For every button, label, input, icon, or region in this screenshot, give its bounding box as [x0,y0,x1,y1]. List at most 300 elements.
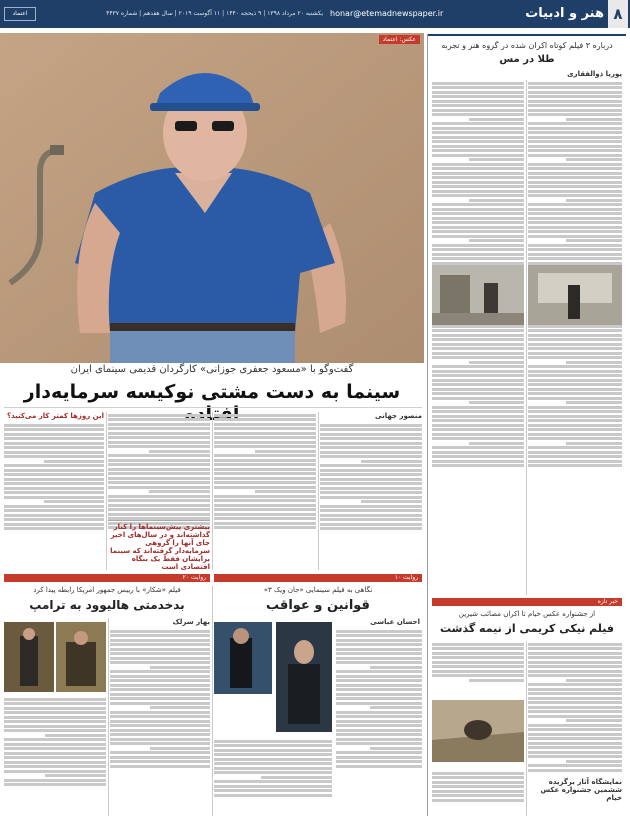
man-in-blue-shirt-photo [0,33,424,363]
text-line [528,343,622,346]
text-line [108,427,210,430]
text-line [336,657,422,660]
text-line [336,643,422,646]
text-line [528,82,622,85]
text-line [528,212,622,215]
text-line [336,760,422,763]
text-line [44,500,104,503]
text-line [432,352,524,355]
text-line [432,374,524,377]
body-text-column [432,80,524,600]
text-line [432,392,524,395]
text-line [108,436,210,439]
text-line [4,518,104,521]
text-line [336,652,422,655]
text-line [566,361,622,364]
text-line [214,508,316,511]
text-line [320,487,422,490]
text-line [110,639,210,642]
text-line [528,647,622,650]
divider [428,34,626,36]
text-line [4,743,106,746]
section-bar: روایت ۱۰ [214,574,422,582]
text-line [4,725,106,728]
text-line [528,643,622,646]
text-line [432,212,524,215]
text-line [528,397,622,400]
body-text-column [214,412,316,570]
text-line [528,392,622,395]
text-line [108,477,210,480]
text-line [432,95,524,98]
text-line [4,433,104,436]
text-line [528,226,622,229]
text-line [214,468,316,471]
text-line [528,172,622,175]
text-line [108,486,210,489]
issue-date-line: یکشنبه ۲۰ مرداد ۱۳۹۸ | ۹ ذیحجه ۱۴۴۰ | ۱۱ آگوست ۲۰۱۹ | سال هفدهم | شماره ۴۴۳۷ [106,10,323,17]
body-text-column [4,696,106,816]
text-line [4,779,106,782]
body-text-column [4,422,104,570]
text-line [336,733,422,736]
text-line [214,513,316,516]
text-line [432,217,524,220]
text-line [528,208,622,211]
text-line [432,140,524,143]
text-line [214,753,332,756]
text-line [528,244,622,247]
text-line [432,253,524,256]
text-line [432,104,524,107]
text-line [432,419,524,422]
text-line [214,481,316,484]
film-still-photo [528,265,622,325]
film-still-photo [432,700,524,762]
text-line [432,203,524,206]
text-line [528,217,622,220]
text-line [528,91,622,94]
text-line [528,737,622,740]
text-line [528,257,622,260]
text-line [528,451,622,454]
text-line [214,459,316,462]
text-line [214,499,316,502]
text-line [110,742,210,745]
text-line [528,424,622,427]
text-line [320,523,422,526]
text-line [432,154,524,157]
text-line [108,504,210,507]
text-line [528,656,622,659]
text-line [528,167,622,170]
text-line [4,765,106,768]
text-line [108,499,210,502]
text-line [432,799,524,802]
text-line [214,517,316,520]
text-line [320,424,422,427]
text-line [320,491,422,494]
text-line [4,707,106,710]
column-rule [212,412,213,570]
text-line [469,401,524,404]
text-line [432,665,524,668]
text-line [110,756,210,759]
text-line [528,185,622,188]
text-line [4,478,104,481]
text-line [336,765,422,768]
text-line [336,729,422,732]
text-line [336,648,422,651]
text-line [214,526,316,529]
text-line [528,733,622,736]
main-author: منصور جهانی [375,412,422,420]
text-line [110,657,210,660]
text-line [336,693,422,696]
movie-still-photo [214,622,272,694]
text-line [528,365,622,368]
text-line [432,190,524,193]
text-line [4,509,104,512]
text-line [108,513,210,516]
text-line [528,131,622,134]
text-line [214,794,332,797]
text-line [566,158,622,161]
text-line [528,86,622,89]
text-line [432,172,524,175]
text-line [214,740,332,743]
text-line [108,441,210,444]
text-line [336,688,422,691]
main-subhead: این روزها کمتر کار می‌کنید؟ [7,412,104,420]
text-line [432,113,524,116]
text-line [4,738,106,741]
text-line [432,643,524,646]
text-line [214,414,316,417]
text-line [528,692,622,695]
text-line [110,729,210,732]
text-line [432,208,524,211]
text-line [469,158,524,161]
text-line [320,469,422,472]
text-line [528,755,622,758]
text-line [4,437,104,440]
text-line [214,432,316,435]
text-line [528,388,622,391]
text-line [432,776,524,779]
text-line [45,774,106,777]
text-line [214,441,316,444]
text-line [108,445,210,448]
text-line [108,418,210,421]
text-line [108,459,210,462]
text-line [149,490,210,493]
text-line [528,683,622,686]
text-line [110,715,210,718]
text-line [320,527,422,530]
text-line [528,347,622,350]
text-line [336,724,422,727]
text-line [110,630,210,633]
text-line [110,724,210,727]
text-line [528,109,622,112]
text-line [528,163,622,166]
photo-credit: عکس: اعتماد [379,35,421,44]
text-line [528,113,622,116]
text-line [432,652,524,655]
text-line [432,455,524,458]
text-line [432,790,524,793]
text-line [214,495,316,498]
text-line [336,670,422,673]
film-still-photo [432,265,524,325]
text-line [528,406,622,409]
text-line [528,329,622,332]
text-line [110,661,210,664]
column-rule [427,34,428,816]
text-line [432,86,524,89]
text-line [110,760,210,763]
text-line [432,383,524,386]
text-line [336,661,422,664]
text-line [528,122,622,125]
text-line [432,437,524,440]
text-line [528,715,622,718]
section-email: honar@etemadnewspaper.ir [330,9,444,18]
text-line [528,104,622,107]
text-line [528,674,622,677]
text-line [432,257,524,260]
text-line [4,455,104,458]
text-line [528,356,622,359]
bottom-left-author: بهار سرلک [172,618,210,626]
text-line [432,772,524,775]
text-line [432,661,524,664]
text-line [4,770,106,773]
text-line [528,203,622,206]
text-line [214,767,332,770]
text-line [214,418,316,421]
text-line [320,437,422,440]
text-line [110,711,210,714]
bottom-mid-author: احسان عباسی [370,618,420,626]
text-line [528,728,622,731]
text-line [528,670,622,673]
bottom-left-kicker: فیلم «شکار» با رییس جمهور امریکا رابطه پیدا کرد [33,586,181,594]
text-line [432,82,524,85]
text-line [432,334,524,337]
text-line [469,239,524,242]
text-line [4,442,104,445]
text-line [432,91,524,94]
text-line [110,684,210,687]
text-line [528,415,622,418]
text-line [370,666,422,669]
text-line [336,684,422,687]
text-line [432,388,524,391]
text-line [432,428,524,431]
text-line [4,527,104,530]
text-line [4,698,106,701]
text-line [528,460,622,463]
text-line [336,756,422,759]
right-bottom-kicker: از جشنواره عکس خیام تا اکران مصائب شیرین [458,610,596,618]
text-line [320,446,422,449]
page-number: ۸ [608,0,628,28]
text-line [214,472,316,475]
text-line [110,702,210,705]
text-line [528,95,622,98]
text-line [528,383,622,386]
body-text-column [214,738,332,816]
text-line [528,145,622,148]
text-line [432,109,524,112]
text-line [149,450,210,453]
text-line [432,446,524,449]
text-line [108,432,210,435]
text-line [528,176,622,179]
body-text-column [336,628,422,816]
text-line [4,702,106,705]
column-rule [526,641,527,816]
text-line [4,523,104,526]
text-line [110,648,210,651]
text-line [370,706,422,709]
text-line [214,522,316,525]
text-line [528,769,622,772]
text-line [528,154,622,157]
text-line [432,136,524,139]
text-line [214,463,316,466]
text-line [528,190,622,193]
text-line [4,761,106,764]
text-line [432,424,524,427]
text-line [214,423,316,426]
text-line [432,670,524,673]
text-line [528,665,622,668]
text-line [4,446,104,449]
column-rule [526,80,527,595]
text-line [108,463,210,466]
text-line [110,634,210,637]
text-line [370,747,422,750]
section-bar: خبر تازه [432,598,622,606]
body-text-column [432,641,524,699]
bottom-left-title: بدخدمتی هالیوود به ترامپ [29,598,185,612]
text-line [432,410,524,413]
text-line [336,634,422,637]
text-line [432,122,524,125]
text-line [432,221,524,224]
text-line [336,630,422,633]
text-line [432,230,524,233]
text-line [108,495,210,498]
text-line [528,661,622,664]
text-line [528,334,622,337]
text-line [566,401,622,404]
text-line [432,226,524,229]
text-line [528,433,622,436]
text-line [528,352,622,355]
text-line [432,406,524,409]
text-line [432,145,524,148]
text-line [469,442,524,445]
text-line [432,131,524,134]
text-line [432,163,524,166]
text-line [566,239,622,242]
text-line [432,248,524,251]
column-rule [106,412,107,570]
text-line [214,758,332,761]
section-title: هنر و ادبیات [525,6,604,21]
text-line [110,733,210,736]
text-line [214,427,316,430]
text-line [4,711,106,714]
text-line [528,221,622,224]
text-line [110,765,210,768]
text-line [320,509,422,512]
text-line [4,424,104,427]
text-line [150,706,210,709]
section-bar: روایت ۲۰ [4,574,210,582]
text-line [432,100,524,103]
text-line [320,478,422,481]
text-line [528,428,622,431]
text-line [4,473,104,476]
text-line [150,666,210,669]
text-line [528,701,622,704]
text-line [45,734,106,737]
right-bottom-title: فیلم نیکی کریمی از نیمه گذشت [440,622,614,635]
text-line [214,785,332,788]
text-line [320,455,422,458]
text-line [432,397,524,400]
right-author: پوریا ذوالفقاری [567,70,622,78]
text-line [528,697,622,700]
text-line [528,455,622,458]
text-line [432,149,524,152]
text-line [110,675,210,678]
text-line [432,656,524,659]
text-line [432,356,524,359]
newspaper-logo: اعتماد [4,7,36,21]
text-line [4,451,104,454]
text-line [4,729,106,732]
text-line [214,436,316,439]
text-line [214,454,316,457]
text-line [432,167,524,170]
text-line [320,514,422,517]
text-line [528,235,622,238]
text-line [528,248,622,251]
text-line [110,697,210,700]
text-line [4,496,104,499]
text-line [110,679,210,682]
text-line [528,419,622,422]
text-line [566,760,622,763]
text-line [528,706,622,709]
right-bottom-subhead: نمایشگاه آثار برگزیده ششمین جشنواره عکس خیام [540,778,622,802]
text-line [214,744,332,747]
main-photo [0,33,424,363]
text-line [432,347,524,350]
text-line [214,762,332,765]
text-line [108,472,210,475]
text-line [528,742,622,745]
text-line [4,505,104,508]
text-line [110,688,210,691]
text-line [320,496,422,499]
